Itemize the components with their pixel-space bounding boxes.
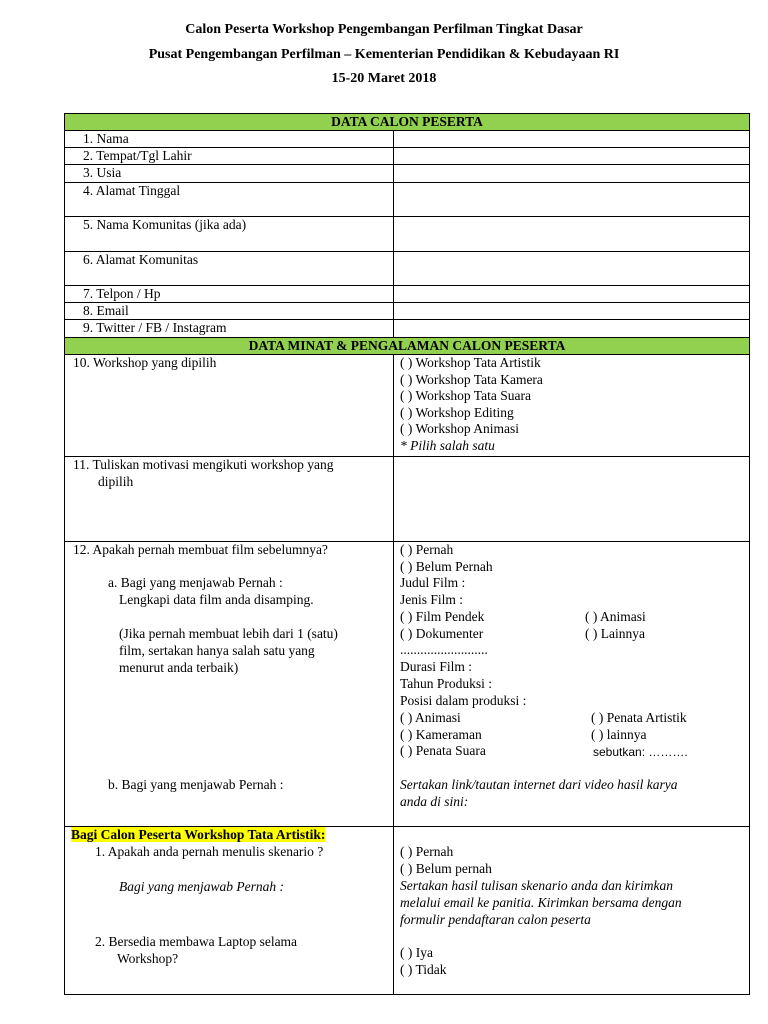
option-pos-penata-suara[interactable]: ( ) Penata Suara bbox=[400, 743, 486, 758]
field-label: 6. Alamat Komunitas bbox=[83, 252, 199, 267]
option-iya[interactable]: ( ) Iya bbox=[400, 945, 433, 960]
sub-question-b: b. Bagi yang menjawab Pernah : bbox=[108, 777, 284, 792]
option-dokumenter[interactable]: ( ) Dokumenter bbox=[400, 626, 484, 641]
form-row-nama-komunitas bbox=[65, 217, 749, 252]
field-label: 3. Usia bbox=[83, 165, 122, 180]
field-label: 9. Twitter / FB / Instagram bbox=[83, 320, 227, 335]
doc-title-date: 15-20 Maret 2018 bbox=[331, 71, 437, 86]
option-belum-pernah[interactable]: ( ) Belum Pernah bbox=[400, 558, 493, 574]
option-pos-animasi[interactable]: ( ) Animasi bbox=[400, 710, 461, 725]
section-title: DATA MINAT & PENGALAMAN CALON PESERTA bbox=[248, 338, 566, 353]
registration-form-table bbox=[64, 113, 750, 995]
option-tata-artistik[interactable]: ( ) Workshop Tata Artistik bbox=[400, 355, 541, 370]
field-label: 8. Email bbox=[83, 303, 129, 318]
form-row-pernah-membuat-film bbox=[65, 542, 749, 827]
option-tidak[interactable]: ( ) Tidak bbox=[400, 962, 447, 977]
link-instruction: Sertakan link/tautan internet dari video hasil karya bbox=[400, 777, 678, 792]
form-row-alamat-komunitas bbox=[65, 252, 749, 286]
question-bawa-laptop-cont: Workshop? bbox=[117, 951, 179, 966]
skenario-instruction-cont: melalui email ke panitia. Kirimkan bersama dengan bbox=[400, 895, 682, 910]
skenario-instruction: Sertakan hasil tulisan skenario anda dan kirimkan bbox=[400, 878, 673, 893]
option-pos-penata-artistik[interactable]: ( ) Penata Artistik bbox=[591, 710, 687, 725]
tata-artistik-section-title: Bagi Calon Peserta Workshop Tata Artistik: bbox=[71, 827, 326, 842]
durasi-film-field[interactable]: Durasi Film : bbox=[400, 659, 473, 674]
sub-question-a: a. Bagi yang menjawab Pernah : bbox=[108, 575, 283, 590]
option-film-pendek[interactable]: ( ) Film Pendek bbox=[400, 609, 485, 624]
question-label-cont: dipilih bbox=[98, 474, 134, 489]
question-bawa-laptop: 2. Bersedia membawa Laptop selama bbox=[95, 934, 298, 949]
form-row-alamat-tinggal bbox=[65, 183, 749, 217]
field-label: 2. Tempat/Tgl Lahir bbox=[83, 148, 192, 163]
form-row-telpon bbox=[65, 286, 749, 303]
option-pos-kameraman[interactable]: ( ) Kameraman bbox=[400, 727, 482, 742]
jenis-film-field: Jenis Film : bbox=[400, 592, 464, 607]
option-animasi[interactable]: ( ) Workshop Animasi bbox=[400, 421, 520, 436]
option-editing[interactable]: ( ) Workshop Editing bbox=[400, 404, 514, 420]
posisi-produksi-label: Posisi dalam produksi : bbox=[400, 693, 527, 708]
form-row-usia bbox=[65, 165, 749, 183]
question-label: 10. Workshop yang dipilih bbox=[73, 355, 217, 370]
option-tata-suara[interactable]: ( ) Workshop Tata Suara bbox=[400, 388, 531, 403]
sebutkan-field[interactable]: sebutkan: ………. bbox=[593, 745, 688, 759]
form-row-motivasi bbox=[65, 457, 749, 542]
option-pernah-skenario[interactable]: ( ) Pernah bbox=[400, 844, 454, 859]
sub-question-a-instruction: Lengkapi data film anda disamping. bbox=[119, 592, 314, 607]
form-row-tempat-tgl-lahir bbox=[65, 148, 749, 165]
choose-one-note: * Pilih salah satu bbox=[400, 437, 495, 453]
sub-question-pernah: Bagi yang menjawab Pernah : bbox=[119, 879, 284, 894]
tahun-produksi-field[interactable]: Tahun Produksi : bbox=[400, 676, 493, 691]
field-label: 4. Alamat Tinggal bbox=[83, 183, 181, 198]
question-menulis-skenario: 1. Apakah anda pernah menulis skenario ? bbox=[95, 844, 324, 859]
option-pos-lainnya[interactable]: ( ) lainnya bbox=[591, 727, 647, 742]
link-instruction-cont: anda di sini: bbox=[400, 794, 469, 809]
option-jenis-lainnya[interactable]: ( ) Lainnya bbox=[585, 626, 645, 641]
section-title: DATA CALON PESERTA bbox=[331, 114, 483, 129]
judul-film-field[interactable]: Judul Film : bbox=[400, 575, 466, 590]
doc-title-line2: Pusat Pengembangan Perfilman – Kementerian Pendidikan & Kebudayaan RI bbox=[148, 47, 620, 62]
option-pernah[interactable]: ( ) Pernah bbox=[400, 542, 454, 557]
sub-question-a-note: (Jika pernah membuat lebih dari 1 (satu) bbox=[119, 626, 338, 641]
field-label: 5. Nama Komunitas (jika ada) bbox=[83, 217, 247, 232]
section-header-data-calon-peserta bbox=[65, 114, 749, 131]
doc-title-line1: Calon Peserta Workshop Pengembangan Perfilman Tingkat Dasar bbox=[185, 22, 583, 37]
form-row-social-media bbox=[65, 320, 749, 338]
form-row-tata-artistik bbox=[65, 827, 749, 994]
form-row-workshop-dipilih bbox=[65, 355, 749, 457]
form-row-nama bbox=[65, 131, 749, 148]
form-row-email bbox=[65, 303, 749, 320]
question-label: 11. Tuliskan motivasi mengikuti workshop yang bbox=[73, 457, 334, 472]
field-label: 1. Nama bbox=[83, 131, 129, 146]
skenario-instruction-cont: formulir pendaftaran calon peserta bbox=[400, 912, 591, 927]
option-belum-pernah-skenario[interactable]: ( ) Belum pernah bbox=[400, 861, 492, 876]
sub-question-a-note: film, sertakan hanya salah satu yang bbox=[119, 643, 315, 658]
option-tata-kamera[interactable]: ( ) Workshop Tata Kamera bbox=[400, 371, 543, 387]
field-label: 7. Telpon / Hp bbox=[83, 286, 161, 301]
option-jenis-animasi[interactable]: ( ) Animasi bbox=[585, 609, 646, 624]
dotted-line: .......................... bbox=[400, 642, 488, 657]
section-header-minat-pengalaman bbox=[65, 338, 749, 355]
sub-question-a-note: menurut anda terbaik) bbox=[119, 660, 239, 675]
question-label: 12. Apakah pernah membuat film sebelumnya? bbox=[73, 542, 328, 557]
